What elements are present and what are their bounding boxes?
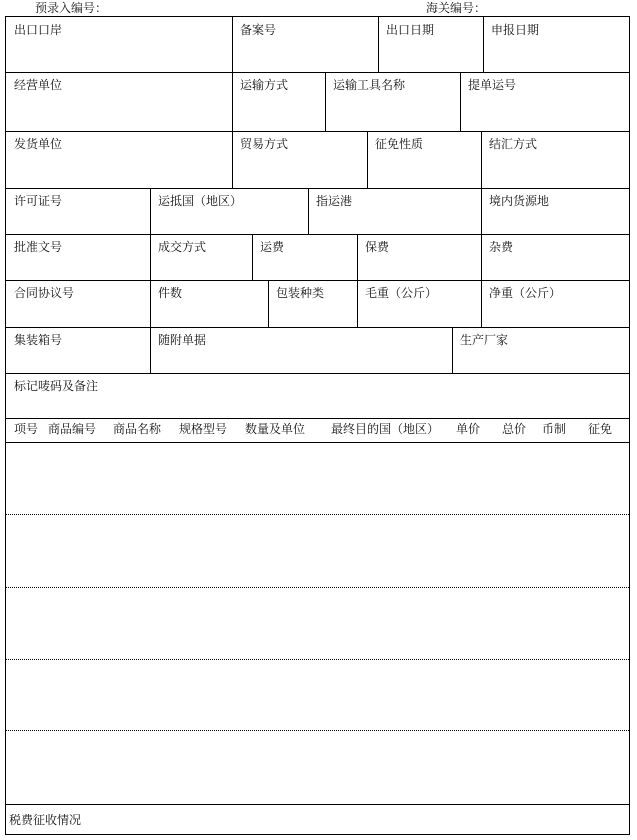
field-gross-weight: 毛重（公斤）: [365, 286, 438, 300]
column-commodity-name: 商品名称: [113, 422, 162, 436]
field-transport-mode: 运输方式: [240, 78, 289, 92]
field-bill-of-lading: 提单运号: [468, 78, 517, 92]
field-declaration-date: 申报日期: [491, 23, 540, 37]
row-divider: [6, 418, 629, 419]
column-item-number: 项号: [14, 422, 39, 436]
field-freight: 运费: [260, 240, 285, 254]
field-manufacturer: 生产厂家: [460, 333, 509, 347]
column-commodity-code: 商品编号: [48, 422, 97, 436]
item-row-divider: [6, 730, 629, 731]
row-divider: [6, 442, 629, 443]
row-divider: [6, 72, 629, 73]
field-contract-number: 合同协议号: [14, 286, 75, 300]
field-business-unit: 经营单位: [14, 78, 63, 92]
column-currency: 币制: [542, 422, 567, 436]
field-container-number: 集装箱号: [14, 333, 63, 347]
field-consignor: 发货单位: [14, 137, 63, 151]
field-license-number: 许可证号: [14, 194, 63, 208]
field-tax-collection: 税费征收情况: [9, 813, 82, 827]
pre-entry-number-label: 预录入编号：: [35, 1, 108, 15]
field-export-port: 出口口岸: [14, 23, 63, 37]
field-approval-number: 批准文号: [14, 240, 63, 254]
field-net-weight: 净重（公斤）: [489, 286, 562, 300]
field-domestic-source: 境内货源地: [489, 194, 550, 208]
column-total-price: 总价: [502, 422, 527, 436]
field-exemption-nature: 征免性质: [375, 137, 424, 151]
field-settlement-method: 结汇方式: [489, 137, 538, 151]
field-marks-and-remarks: 标记唛码及备注: [14, 379, 99, 393]
field-attached-documents: 随附单据: [158, 333, 207, 347]
column-quantity-unit: 数量及单位: [245, 422, 306, 436]
item-row-divider: [6, 659, 629, 660]
field-destination-country: 运抵国（地区）: [158, 194, 243, 208]
column-unit-price: 单价: [456, 422, 481, 436]
field-misc-charges: 杂费: [489, 240, 514, 254]
customs-number-label: 海关编号：: [426, 1, 487, 15]
field-package-type: 包装种类: [276, 286, 325, 300]
row-divider: [6, 373, 629, 374]
field-conveyance-name: 运输工具名称: [333, 78, 406, 92]
row-divider: [6, 804, 629, 805]
field-export-date: 出口日期: [386, 23, 435, 37]
field-package-count: 件数: [158, 286, 183, 300]
row-divider: [6, 327, 629, 328]
column-specification: 规格型号: [179, 422, 228, 436]
field-insurance: 保费: [365, 240, 390, 254]
column-exemption: 征免: [588, 422, 613, 436]
item-row-divider: [6, 514, 629, 515]
field-transaction-mode: 成交方式: [158, 240, 207, 254]
field-record-number: 备案号: [240, 23, 277, 37]
item-row-divider: [6, 587, 629, 588]
field-trade-mode: 贸易方式: [240, 137, 289, 151]
row-divider: [6, 234, 629, 235]
column-final-destination: 最终目的国（地区）: [331, 422, 440, 436]
customs-declaration-form: [5, 16, 630, 835]
field-destination-port: 指运港: [316, 194, 353, 208]
